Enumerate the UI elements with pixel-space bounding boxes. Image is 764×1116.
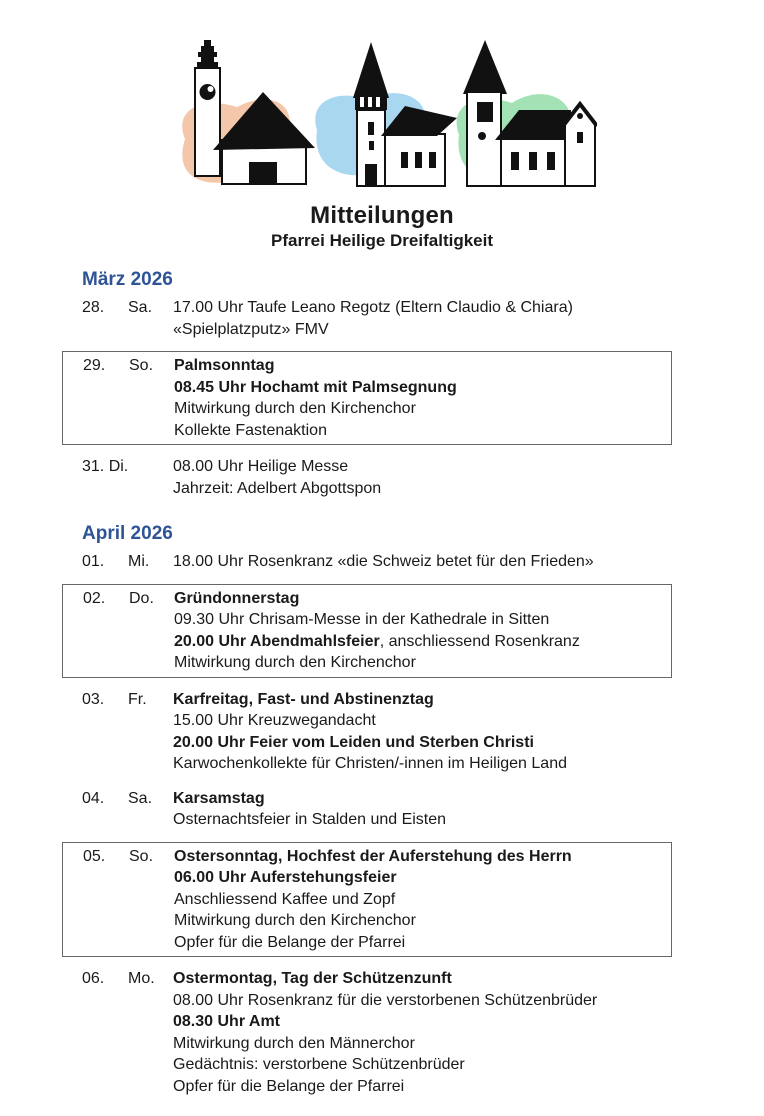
event-line: Ostermontag, Tag der Schützenzunft (173, 970, 452, 987)
month-heading: April 2026 (82, 523, 173, 544)
event-line: Karsamstag (173, 789, 265, 807)
event-line: Karwochenkollekte für Christen/-innen im Heiligen Land (173, 755, 567, 772)
event-line: Anschliessend Kaffee und Zopf (174, 890, 396, 908)
event-line: 09.30 Uhr Chrisam-Messe in der Kathedrale in Sitten (174, 611, 550, 628)
event-line: 20.00 Uhr Feier vom Leiden und Sterben Christi (173, 733, 534, 751)
event-row (62, 351, 672, 445)
event-line: Gedächtnis: verstorbene Schützenbrüder (173, 1056, 465, 1073)
event-day: So. (129, 847, 154, 865)
event-row (62, 584, 672, 678)
event-date: 28. (82, 299, 105, 316)
event-line: Opfer für die Belange der Pfarrei (173, 1077, 405, 1095)
event-date: 05. (83, 847, 106, 865)
event-lines (173, 297, 664, 340)
event-line: 08.00 Uhr Heilige Messe (173, 458, 349, 475)
event-line: 15.00 Uhr Kreuzwegandacht (173, 712, 376, 729)
event-lines (173, 551, 664, 573)
event-line: «Spielplatzputz» FMV (173, 320, 329, 338)
event-line: Mitwirkung durch den Kirchenchor (174, 912, 416, 929)
event-date: 01. (82, 553, 105, 570)
event-day: Sa. (128, 299, 153, 316)
month-heading: März 2026 (82, 269, 173, 290)
month-section (62, 269, 672, 501)
event-line: 06.00 Uhr Auferstehungsfeier (174, 869, 397, 886)
event-date: 02. (83, 589, 106, 607)
event-lines (174, 588, 663, 674)
event-row (62, 549, 672, 575)
event-line: Ostersonntag, Hochfest der Auferstehung des Herrn (174, 847, 572, 865)
event-lines (173, 689, 664, 775)
event-lines (173, 788, 664, 831)
page-title: Mitteilungen (310, 202, 454, 229)
event-day: Mi. (128, 553, 150, 570)
page-subtitle: Pfarrei Heilige Dreifaltigkeit (270, 231, 494, 250)
event-line: Karfreitag, Fast- und Abstinenztag (173, 690, 434, 708)
event-line: 08.30 Uhr Amt (173, 1013, 280, 1030)
event-lines (174, 846, 663, 954)
event-line: Mitwirkung durch den Kirchenchor (174, 654, 416, 671)
event-date: 31. Di. (82, 458, 129, 475)
event-line: 17.00 Uhr Taufe Leano Regotz (Eltern Claudio & Chiara) (173, 299, 573, 316)
event-line: Palmsonntag (174, 357, 275, 374)
event-day: Mo. (128, 970, 155, 987)
event-line: 08.00 Uhr Rosenkranz für die verstorbenen Schützenbrüder (173, 991, 598, 1009)
event-line: Osternachtsfeier in Stalden und Eisten (173, 811, 447, 828)
event-date: 06. (82, 970, 105, 987)
event-lines (173, 968, 664, 1097)
event-line: 18.00 Uhr Rosenkranz «die Schweiz betet für den Frieden» (173, 553, 594, 570)
event-lines (174, 355, 663, 441)
event-line: Opfer für die Belange der Pfarrei (174, 933, 406, 951)
event-calendar (62, 269, 672, 1099)
event-row (62, 966, 672, 1099)
three-churches-illustration (167, 36, 597, 191)
parish-logo (167, 36, 597, 196)
event-row (62, 454, 672, 501)
event-row (62, 687, 672, 777)
event-day: Sa. (128, 789, 153, 807)
event-row (62, 295, 672, 342)
event-line: Kollekte Fastenaktion (174, 421, 327, 439)
event-date: 29. (83, 357, 106, 374)
church-middle-icon (315, 42, 457, 186)
event-row (62, 786, 672, 833)
church-left-icon (182, 40, 315, 184)
event-line: 08.45 Uhr Hochamt mit Palmsegnung (174, 378, 457, 396)
event-lines (173, 456, 664, 499)
event-line: Jahrzeit: Adelbert Abgottspon (173, 479, 382, 497)
event-row (62, 842, 672, 958)
event-day: So. (129, 357, 154, 374)
month-section (62, 523, 672, 1099)
event-date: 03. (82, 690, 105, 708)
event-date: 04. (82, 789, 105, 807)
event-line: Mitwirkung durch den Kirchenchor (174, 400, 416, 417)
church-right-icon (457, 40, 597, 186)
event-line: Mitwirkung durch den Männerchor (173, 1034, 415, 1052)
event-day: Fr. (128, 690, 147, 708)
event-line: 20.00 Uhr Abendmahlsfeier, anschliessend Rosenkranz (174, 632, 580, 650)
event-day: Do. (129, 589, 154, 607)
event-line: Gründonnerstag (174, 589, 300, 607)
